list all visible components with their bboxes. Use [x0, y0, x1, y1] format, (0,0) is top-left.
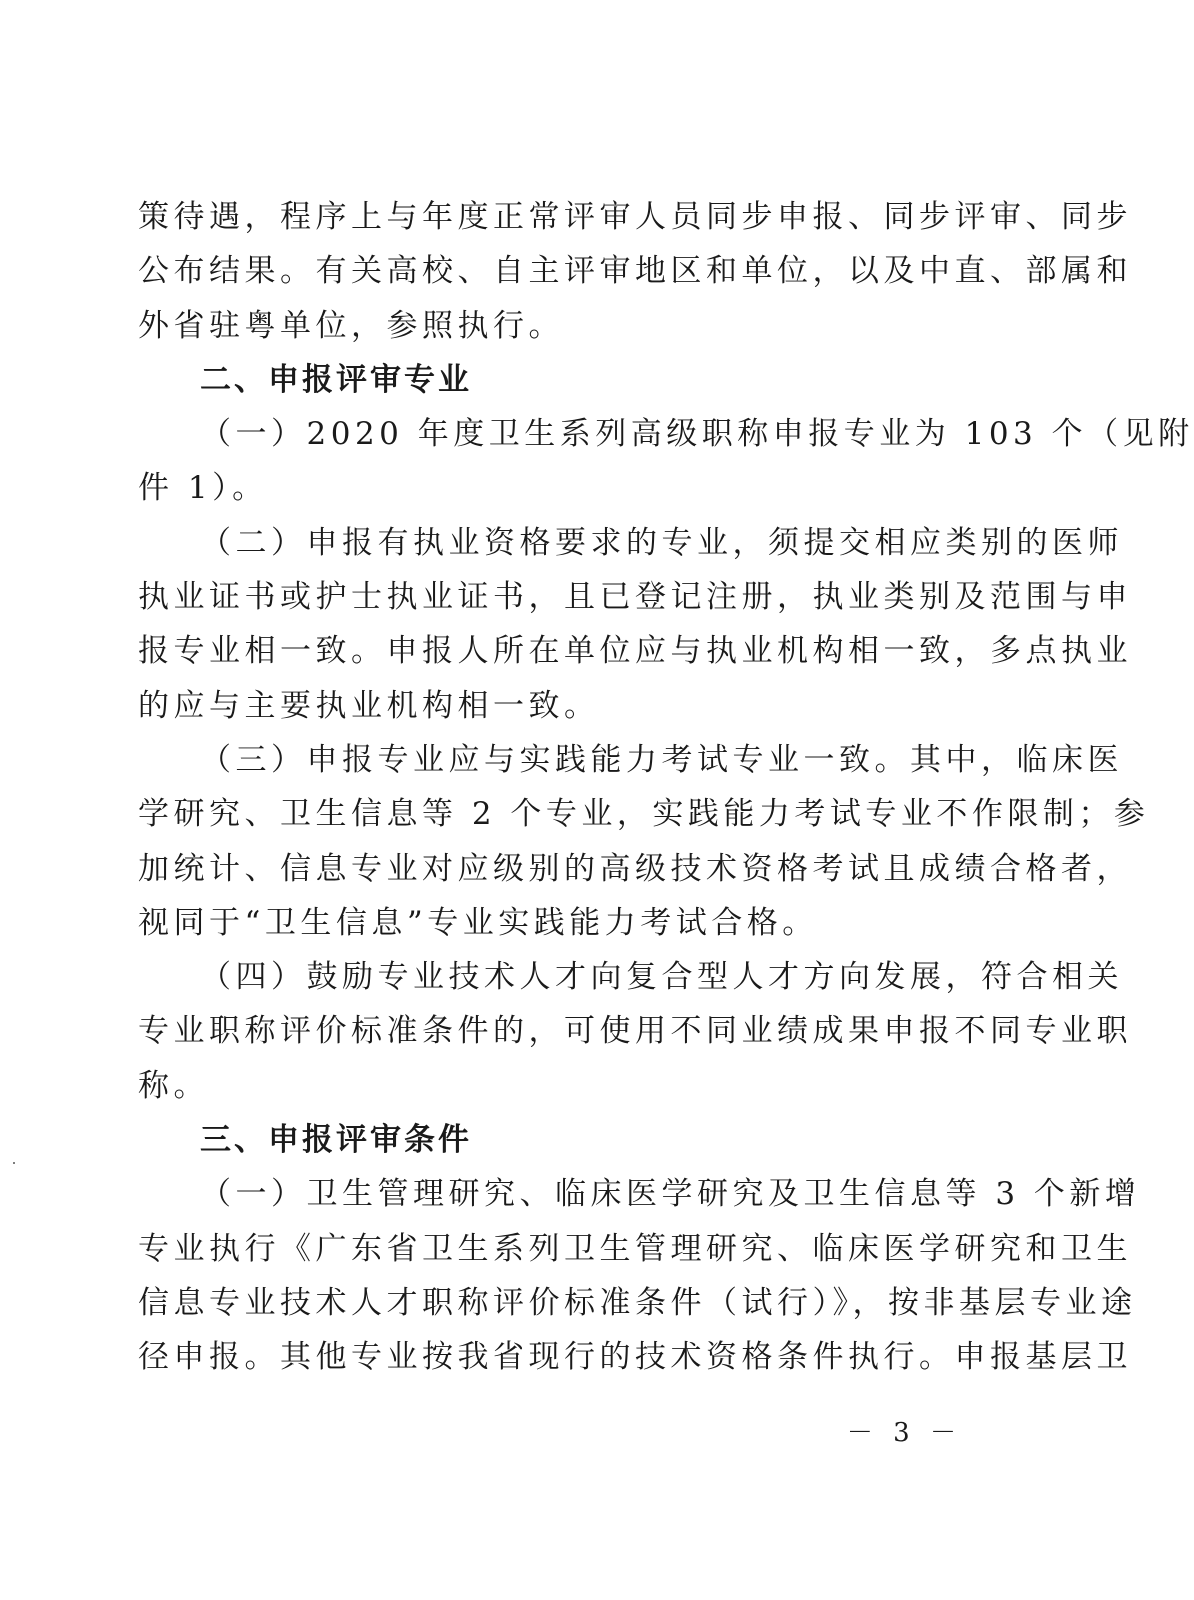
text-line: 策待遇，程序上与年度正常评审人员同步申报、同步评审、同步 [138, 199, 1132, 235]
text-line: 的应与主要执业机构相一致。 [138, 687, 600, 724]
section-heading-2: 二、申报评审专业 [200, 361, 472, 398]
page-number: － 3 － [846, 1418, 962, 1448]
text-line: （二）申报有执业资格要求的专业，须提交相应类别的医师 [200, 524, 1123, 561]
text-line: 称。 [138, 1067, 209, 1104]
text-line: 加统计、信息专业对应级别的高级技术资格考试且成绩合格者， [138, 850, 1132, 887]
document-body [138, 190, 1194, 1385]
text-line: 专业执行《广东省卫生系列卫生管理研究、临床医学研究和卫生 [138, 1230, 1132, 1267]
section-heading-3: 三、申报评审条件 [200, 1122, 472, 1159]
text-line: 公布结果。有关高校、自主评审地区和单位，以及中直、部属和 [138, 253, 1132, 290]
text-line: 径申报。其他专业按我省现行的技术资格条件执行。申报基层卫 [138, 1339, 1132, 1376]
text-line: 专业职称评价标准条件的，可使用不同业绩成果申报不同专业职 [138, 1013, 1132, 1050]
text-line: 信息专业技术人才职称评价标准条件（试行）》，按非基层专业途 [138, 1284, 1137, 1321]
text-line: 学研究、卫生信息等 2 个专业，实践能力考试专业不作限制；参 [138, 796, 1150, 833]
text-line: 视同于“卫生信息”专业实践能力考试合格。 [138, 904, 818, 941]
text-line: （一）卫生管理研究、临床医学研究及卫生信息等 3 个新增 [200, 1176, 1141, 1213]
text-line: （四）鼓励专业技术人才向复合型人才方向发展，符合相关 [200, 959, 1123, 996]
text-line: 件 1）。 [138, 470, 268, 507]
text-line: 外省驻粤单位，参照执行。 [138, 307, 564, 344]
text-line: 执业证书或护士执业证书，且已登记注册，执业类别及范围与申 [138, 579, 1132, 616]
scan-speck [13, 1162, 15, 1164]
text-line: 报专业相一致。申报人所在单位应与执业机构相一致，多点执业 [138, 633, 1132, 670]
text-line: （三）申报专业应与实践能力考试专业一致。其中，临床医 [200, 741, 1123, 778]
text-line: （一）2020 年度卫生系列高级职称申报专业为 103 个（见附 [200, 416, 1194, 453]
